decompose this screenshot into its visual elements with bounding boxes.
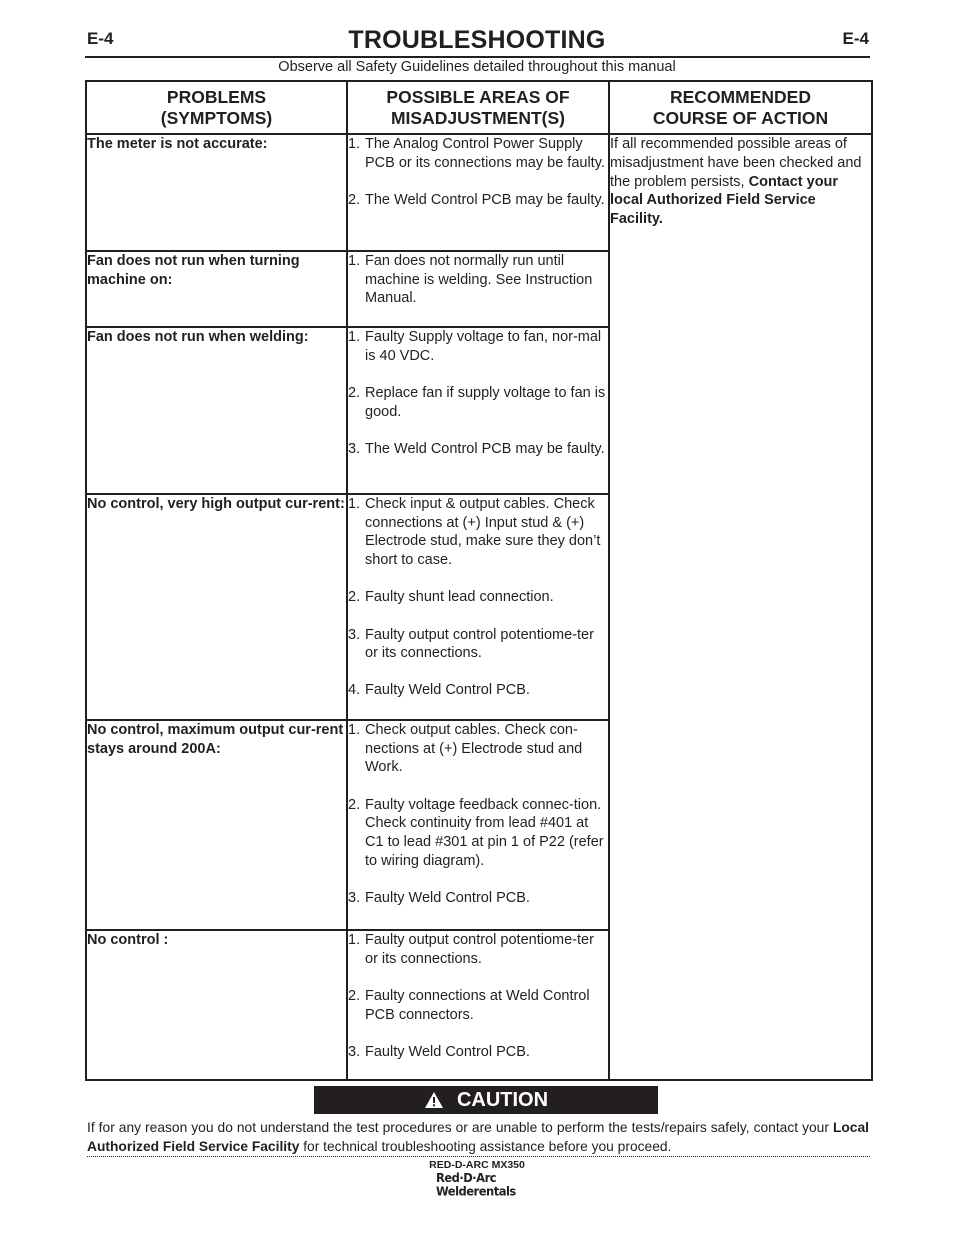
cause-text: Check output cables. Check con-nections at (+) Electrode stud and Work. — [365, 722, 583, 776]
cause-item — [348, 440, 608, 459]
cause-text: Faulty Weld Control PCB. — [365, 682, 530, 699]
cause-text: Faulty Weld Control PCB. — [365, 1043, 530, 1060]
problem-cell: No control, very high output cur-rent: — [86, 494, 347, 720]
red-d-arc-logo: Red·D·Arc Welderentals — [436, 1170, 516, 1199]
table-header-row — [86, 81, 872, 134]
causes-list — [348, 495, 608, 700]
problem-cell: No control : — [86, 930, 347, 1080]
cause-item — [348, 931, 608, 968]
cause-text: Faulty Supply voltage to fan, nor-mal is 40 VDC. — [365, 329, 602, 364]
cause-text: The Analog Control Power Supply PCB or its connections may be faulty. — [365, 136, 605, 171]
table-body — [86, 134, 872, 1080]
page-title: TROUBLESHOOTING — [348, 26, 606, 54]
header-possible-areas: POSSIBLE AREAS OF MISADJUSTMENT(S) — [347, 81, 609, 134]
causes-list — [348, 721, 608, 908]
causes-list — [348, 328, 608, 459]
page-code-left: E-4 — [87, 29, 114, 48]
causes-cell — [347, 251, 609, 327]
causes-cell — [347, 134, 609, 251]
service-facility-emphasis: Local Authorized Field Service Facility — [87, 1120, 869, 1154]
causes-list — [348, 931, 608, 1062]
cause-item — [348, 191, 608, 210]
cause-item — [348, 889, 608, 908]
cause-text: Faulty shunt lead connection. — [365, 589, 554, 606]
cause-item — [348, 796, 608, 871]
cause-number: 2. — [348, 191, 361, 208]
cause-text: Faulty Weld Control PCB. — [365, 889, 530, 906]
cause-number: 1. — [348, 496, 361, 512]
model-name: RED-D-ARC MX350 — [429, 1159, 525, 1171]
caution-text: If for any reason you do not understand the test procedures or are unable to perform the tests/repairs safely, contact your Local Authorized Field Service Facility for technical troubleshooting assistance before you proceed. — [87, 1120, 869, 1154]
cause-number: 2. — [348, 987, 361, 1004]
cause-text: The Weld Control PCB may be faulty. — [365, 440, 605, 457]
page-code-right: E-4 — [842, 29, 869, 48]
warning-triangle-icon — [424, 1091, 444, 1109]
cause-number: 4. — [348, 682, 361, 699]
cause-text: Faulty output control potentiome-ter or its connections. — [365, 626, 594, 662]
cause-number: 1. — [348, 329, 361, 345]
cause-text: Faulty output control potentiome-ter or its connections. — [365, 932, 594, 967]
cause-item — [348, 721, 608, 777]
causes-cell — [347, 930, 609, 1080]
cause-number: 1. — [348, 932, 361, 948]
cause-item — [348, 987, 608, 1024]
cause-item — [348, 588, 608, 607]
causes-list — [348, 252, 608, 308]
troubleshooting-table — [85, 80, 873, 1081]
header-rule — [85, 56, 870, 58]
cause-number: 1. — [348, 136, 361, 152]
cause-number: 1. — [348, 253, 361, 269]
cause-text: The Weld Control PCB may be faulty. — [365, 191, 605, 208]
recommended-action-cell: If all recommended possible areas of misadjustment have been checked and the problem persists, Contact your local Authorized Field Service Facility. — [609, 134, 872, 1080]
caution-banner — [314, 1086, 658, 1114]
cause-number: 3. — [348, 1043, 361, 1060]
cause-item — [348, 626, 608, 663]
page-subtitle: Observe all Safety Guidelines detailed throughout this manual — [278, 59, 676, 75]
cause-item — [348, 495, 608, 570]
problem-cell: The meter is not accurate: — [86, 134, 347, 251]
table-row — [86, 134, 872, 251]
caution-label: CAUTION — [456, 1088, 549, 1111]
causes-cell — [347, 720, 609, 930]
causes-list — [348, 135, 608, 210]
cause-item — [348, 135, 608, 172]
cause-text: Check input & output cables. Check connections at (+) Input stud & (+) Electrode stud, make sure they don’t short to case. — [365, 496, 601, 569]
cause-number: 2. — [348, 796, 361, 813]
cause-item — [348, 252, 608, 308]
header-problems: PROBLEMS (SYMPTOMS) — [86, 81, 347, 134]
problem-cell: Fan does not run when welding: — [86, 327, 347, 494]
causes-cell — [347, 327, 609, 494]
cause-text: Replace fan if supply voltage to fan is good. — [365, 384, 606, 420]
cause-text: Fan does not normally run until machine is welding. See Instruction Manual. — [365, 253, 593, 307]
cause-text: Faulty connections at Weld Control PCB connectors. — [365, 987, 590, 1023]
cause-item — [348, 328, 608, 365]
footer-rule — [87, 1156, 870, 1157]
cause-number: 2. — [348, 589, 361, 606]
cause-number: 3. — [348, 626, 361, 643]
contact-service-emphasis: Contact your local Authorized Field Service Facility. — [610, 173, 839, 228]
cause-number: 2. — [348, 384, 361, 401]
problem-cell: Fan does not run when turning machine on: — [86, 251, 347, 327]
cause-item — [348, 384, 608, 421]
cause-number: 3. — [348, 440, 361, 457]
cause-number: 1. — [348, 722, 361, 738]
cause-item — [348, 681, 608, 700]
causes-cell — [347, 494, 609, 720]
cause-number: 3. — [348, 889, 361, 906]
header-course-of-action: RECOMMENDED COURSE OF ACTION — [609, 81, 872, 134]
problem-cell: No control, maximum output cur-rent stays around 200A: — [86, 720, 347, 930]
cause-item — [348, 1043, 608, 1062]
cause-text: Faulty voltage feedback connec-tion. Check continuity from lead #401 at C1 to lead #301 at pin 1 of P22 (refer to wiring diagram). — [365, 796, 604, 869]
